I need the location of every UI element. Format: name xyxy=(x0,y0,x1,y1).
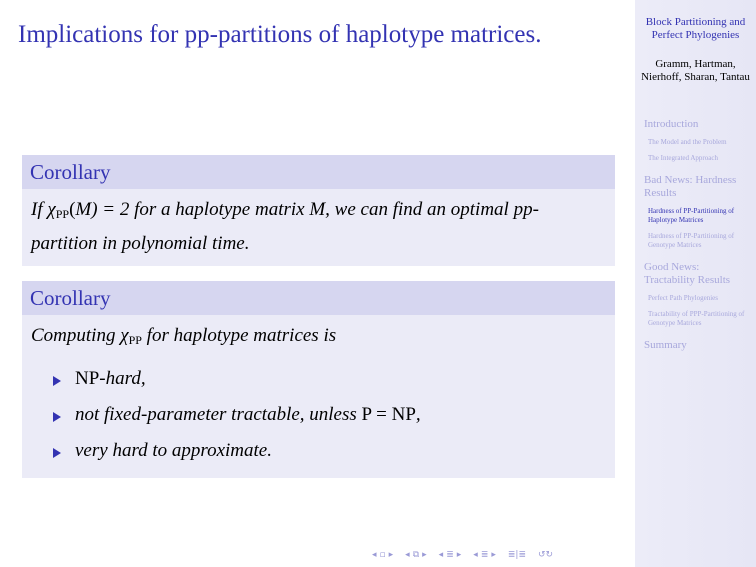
text: very hard to approximate. xyxy=(75,440,272,461)
bullet-triangle-icon xyxy=(53,412,61,422)
text: , we can find an optimal pp-partition in polynomial time. xyxy=(31,199,539,254)
list-item xyxy=(31,397,605,433)
text: If xyxy=(31,199,48,220)
subscript: PP xyxy=(128,333,142,347)
matrix-symbol: M xyxy=(309,199,326,220)
block-heading: Corollary xyxy=(22,155,615,189)
nav-next-frame-icon[interactable]: ▸ xyxy=(388,550,394,560)
sidebar xyxy=(635,0,756,567)
frame-title: Implications for pp-partitions of haplotype matrices. xyxy=(18,21,542,48)
chi-symbol: χ xyxy=(120,325,129,346)
corollary-block-2 xyxy=(22,281,615,478)
block-body xyxy=(22,189,615,266)
bullet-triangle-icon xyxy=(53,376,61,386)
sidebar-item-integrated-approach[interactable]: The Integrated Approach xyxy=(648,154,718,162)
bullet-triangle-icon xyxy=(53,448,61,458)
text: not fixed-parameter tractable, unless xyxy=(75,404,362,425)
nav-prev-section-icon[interactable]: ◂ xyxy=(438,550,444,560)
sidebar-item-hardness-haplotype[interactable]: Hardness of PP-Partitioning of Haplotype Matrices xyxy=(648,207,735,224)
subscript: PP xyxy=(55,207,70,221)
text: , xyxy=(415,404,421,425)
corollary-block-1 xyxy=(22,155,615,266)
bullet-list xyxy=(31,361,605,469)
nav-document-icon[interactable]: ≣ xyxy=(480,550,489,560)
matrix-symbol: M xyxy=(75,199,92,220)
nav-next-section-icon[interactable]: ▸ xyxy=(456,550,462,560)
nav-search-icon[interactable]: ↺↻ xyxy=(538,550,554,560)
sidebar-item-perfect-path[interactable]: Perfect Path Phylogenies xyxy=(648,294,718,302)
sidebar-section-introduction[interactable]: Introduction xyxy=(644,118,699,130)
sidebar-section-hardness[interactable]: Bad News: Hardness Results xyxy=(644,174,737,199)
nav-prev-subsection-icon[interactable]: ◂ xyxy=(405,550,410,560)
nav-subsection-icon[interactable]: ⧉ xyxy=(412,550,420,560)
nav-appendix-icon[interactable]: ≣|≣ xyxy=(507,550,527,560)
text: P = NP xyxy=(361,404,416,425)
nav-prev-frame-icon[interactable]: ◂ xyxy=(372,550,377,560)
text: Computing xyxy=(31,325,121,346)
sidebar-title[interactable]: Block Partitioning and Perfect Phylogenies xyxy=(645,16,746,41)
block-body xyxy=(22,315,615,478)
sidebar-item-hardness-genotype[interactable]: Hardness of PP-Partitioning of Genotype Matrices xyxy=(648,232,735,249)
text: ( xyxy=(69,199,76,220)
block-intro xyxy=(31,321,605,355)
nav-next-subsection-icon[interactable]: ▸ xyxy=(422,550,427,560)
chi-symbol: χ xyxy=(47,199,56,220)
nav-frame-icon[interactable]: ▫ xyxy=(379,550,386,560)
sidebar-toc xyxy=(635,118,756,352)
nav-section-icon[interactable]: ≣ xyxy=(446,550,454,560)
nav-prev-document-icon[interactable]: ◂ xyxy=(473,550,478,560)
text: ) = 2 for a haplotype matrix xyxy=(91,199,310,220)
list-item xyxy=(31,361,605,397)
text: for haplotype matrices is xyxy=(141,325,337,346)
sidebar-section-tractability[interactable]: Good News: Tractability Results xyxy=(644,261,731,286)
navigation-bar xyxy=(372,548,553,562)
text: NP xyxy=(75,368,100,389)
sidebar-section-summary[interactable]: Summary xyxy=(644,339,687,351)
sidebar-authors: Gramm, Hartman, Nierhoff, Sharan, Tantau xyxy=(641,58,750,83)
block-heading: Corollary xyxy=(22,281,615,315)
sidebar-item-model-problem[interactable]: The Model and the Problem xyxy=(648,138,727,146)
sidebar-item-ppp-tractability[interactable]: Tractability of PPP-Partitioning of Genotype Matrices xyxy=(648,310,745,327)
nav-next-document-icon[interactable]: ▸ xyxy=(491,550,496,560)
list-item xyxy=(31,433,605,469)
text: -hard, xyxy=(99,368,146,389)
